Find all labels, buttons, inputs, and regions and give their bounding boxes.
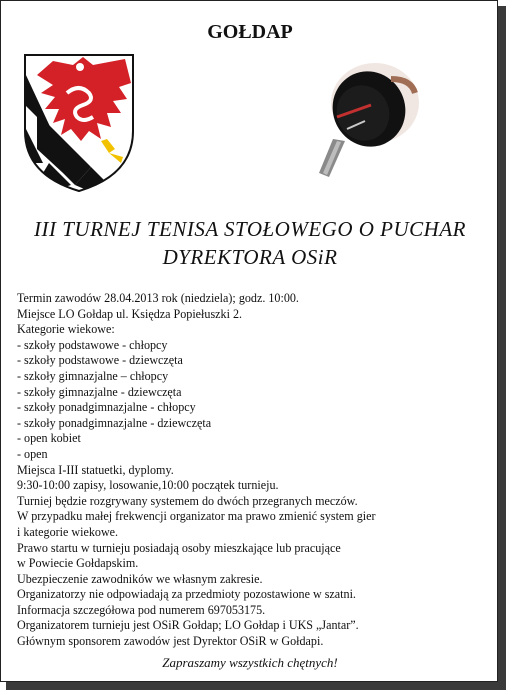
closing-invitation: Zapraszamy wszystkich chętnych!: [162, 655, 338, 670]
detail-line: - szkoły podstawowe - chłopcy: [17, 337, 168, 352]
detail-line: Turniej będzie rozgrywany systemem do dwóch przegranych meczów.: [17, 493, 358, 508]
table-tennis-paddle-icon: [307, 59, 419, 187]
detail-line: 9:30-10:00 zapisy, losowanie,10:00 początek turnieju.: [17, 478, 279, 493]
detail-line: Miejsce LO Gołdap ul. Księdza Popiełuszki 2.: [17, 306, 243, 321]
detail-line: w Powiecie Gołdapskim.: [17, 556, 139, 571]
detail-line: - szkoły gimnazjalne - dziewczęta: [17, 384, 182, 399]
detail-line: Miejsca I-III statuetki, dyplomy.: [17, 462, 174, 477]
detail-line: - szkoły ponadgimnazjalne - chłopcy: [17, 400, 196, 415]
detail-line: - open kobiet: [17, 431, 81, 446]
detail-line: Organizatorem turnieju jest OSiR Gołdap; LO Gołdap i UKS „Jantar”.: [17, 618, 359, 633]
detail-line: W przypadku małej frekwencji organizator ma prawo zmienić system gier: [17, 509, 376, 524]
heading-line-1: III TURNEJ TENISA STOŁOWEGO O PUCHAR: [34, 217, 466, 241]
detail-line: Głównym sponsorem zawodów jest Dyrektor OSiR w Gołdapi.: [17, 634, 324, 649]
detail-line: Prawo startu w turnieju posiadają osoby mieszkające lub pracujące: [17, 540, 341, 555]
detail-line: - open: [17, 446, 48, 461]
detail-line: - szkoły podstawowe - dziewczęta: [17, 353, 183, 368]
detail-line: - szkoły ponadgimnazjalne - dziewczęta: [17, 415, 212, 430]
town-title: GOŁDAP: [207, 21, 293, 43]
heading-line-2: DYREKTORA OSiR: [162, 245, 338, 269]
detail-line: Informacja szczegółowa pod numerem 697053175.: [17, 602, 266, 617]
detail-line: - szkoły gimnazjalne – chłopcy: [17, 368, 169, 383]
tournament-details: [17, 291, 487, 650]
detail-line: Termin zawodów 28.04.2013 rok (niedziela); godz. 10:00.: [17, 291, 299, 305]
detail-line: i kategorie wiekowe.: [17, 524, 119, 539]
detail-line: Ubezpieczenie zawodników we własnym zakresie.: [17, 571, 263, 586]
coat-of-arms-icon: [23, 53, 135, 193]
detail-line: Organizatorzy nie odpowiadają za przedmioty pozostawione w szatni.: [17, 587, 356, 602]
tournament-heading: [1, 215, 499, 271]
detail-line: Kategorie wiekowe:: [17, 322, 115, 337]
